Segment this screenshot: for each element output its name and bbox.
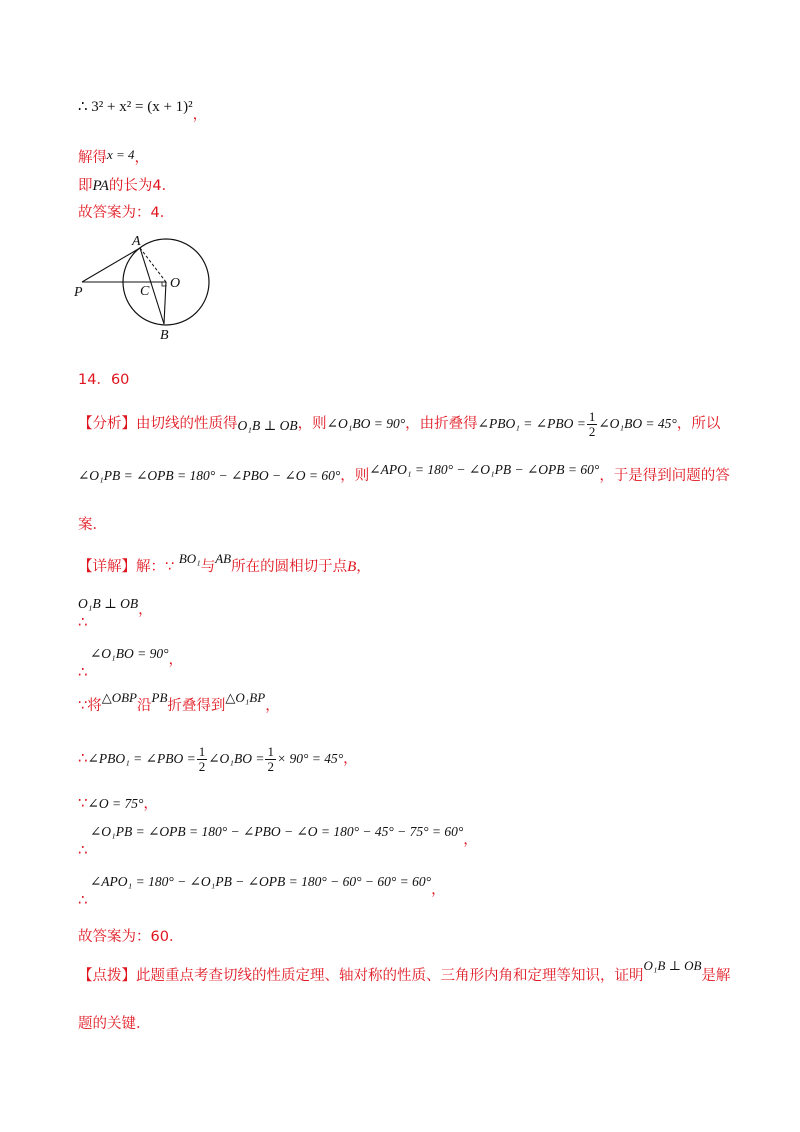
label-o: O bbox=[170, 276, 181, 291]
step-6: ∠O₁PB = ∠OPB = 180° − ∠PBO − ∠O = 180° − 45° − 75° = 60°， ∴ bbox=[78, 824, 478, 860]
step-7: ∠APO₁ = 180° − ∠O₁PB − ∠OPB = 180° − 60° − 60° = 60°， ∴ bbox=[78, 874, 446, 910]
answer-line-2: 故答案为：60． bbox=[78, 929, 184, 945]
tip-line: 【点拨】此题重点考查切线的性质定理、轴对称的性质、三角形内角和定理等知识，证明O₁B ⊥ OB是解 bbox=[78, 958, 731, 984]
answer-line-1: 故答案为：4． bbox=[78, 205, 175, 221]
tip-tag: 【点拨】 bbox=[78, 968, 136, 984]
circle-tangent-figure bbox=[72, 232, 222, 344]
step-3: ∵将△OBP沿PB折叠得到△O₁BP， bbox=[78, 690, 280, 714]
step-2: ∠O₁BO = 90°， ∴ bbox=[78, 646, 184, 682]
eq-line-1: ∴ 3² + x² = (x + 1)²， bbox=[78, 99, 208, 123]
fraction-half: $\frac{1}{2}$ bbox=[588, 409, 596, 439]
label-p: P bbox=[74, 285, 83, 300]
equation: ∴ 3² + x² = (x + 1)² bbox=[78, 99, 193, 115]
pa-line: 即PA的长为4． bbox=[78, 178, 177, 194]
solve-equation: x = 4 bbox=[107, 147, 135, 162]
segment-ob bbox=[164, 282, 166, 324]
analysis-line-2: ∠O₁PB = ∠OPB = 180° − ∠PBO − ∠O = 60°，则∠APO₁ = 180° − ∠O₁PB − ∠OPB = 60°，于是得到问题的答 bbox=[78, 462, 730, 484]
tip-line-2: 题的关键． bbox=[78, 1016, 151, 1032]
step-5: ∵∠O = 75°， bbox=[78, 794, 158, 812]
analysis-line-3: 案． bbox=[78, 517, 107, 533]
segment-pa bbox=[82, 248, 140, 282]
segment-ao-dashed bbox=[140, 248, 166, 282]
solve-line: 解得x = 4， bbox=[78, 147, 150, 166]
label-c: C bbox=[140, 284, 150, 299]
because-symbol: ∵ bbox=[78, 794, 88, 812]
step-1: O₁B ⊥ OB， ∴ bbox=[78, 596, 153, 632]
analysis-line-1: 【分析】由切线的性质得O₁B ⊥ OB，则∠O₁BO = 90°，由折叠得∠PBO₁ = ∠PBO = $\frac{1}{2}$ ∠O₁BO = 45°，所以 bbox=[78, 409, 721, 439]
problem-14-header: 14．60 bbox=[78, 372, 130, 388]
label-b: B bbox=[160, 328, 169, 343]
detail-tag: 【详解】 bbox=[78, 559, 136, 575]
therefore-symbol: ∴ bbox=[78, 613, 88, 632]
detail-line: 【详解】解：∵ BO₁与AB所在的圆相切于点B， bbox=[78, 551, 371, 575]
label-a: A bbox=[132, 234, 141, 249]
step-4: ∴∠PBO₁ = ∠PBO = $\frac{1}{2}$ ∠O₁BO = $\frac{1}{2}$ × 90° = 45°， bbox=[78, 744, 358, 774]
analysis-tag: 【分析】 bbox=[78, 416, 136, 433]
